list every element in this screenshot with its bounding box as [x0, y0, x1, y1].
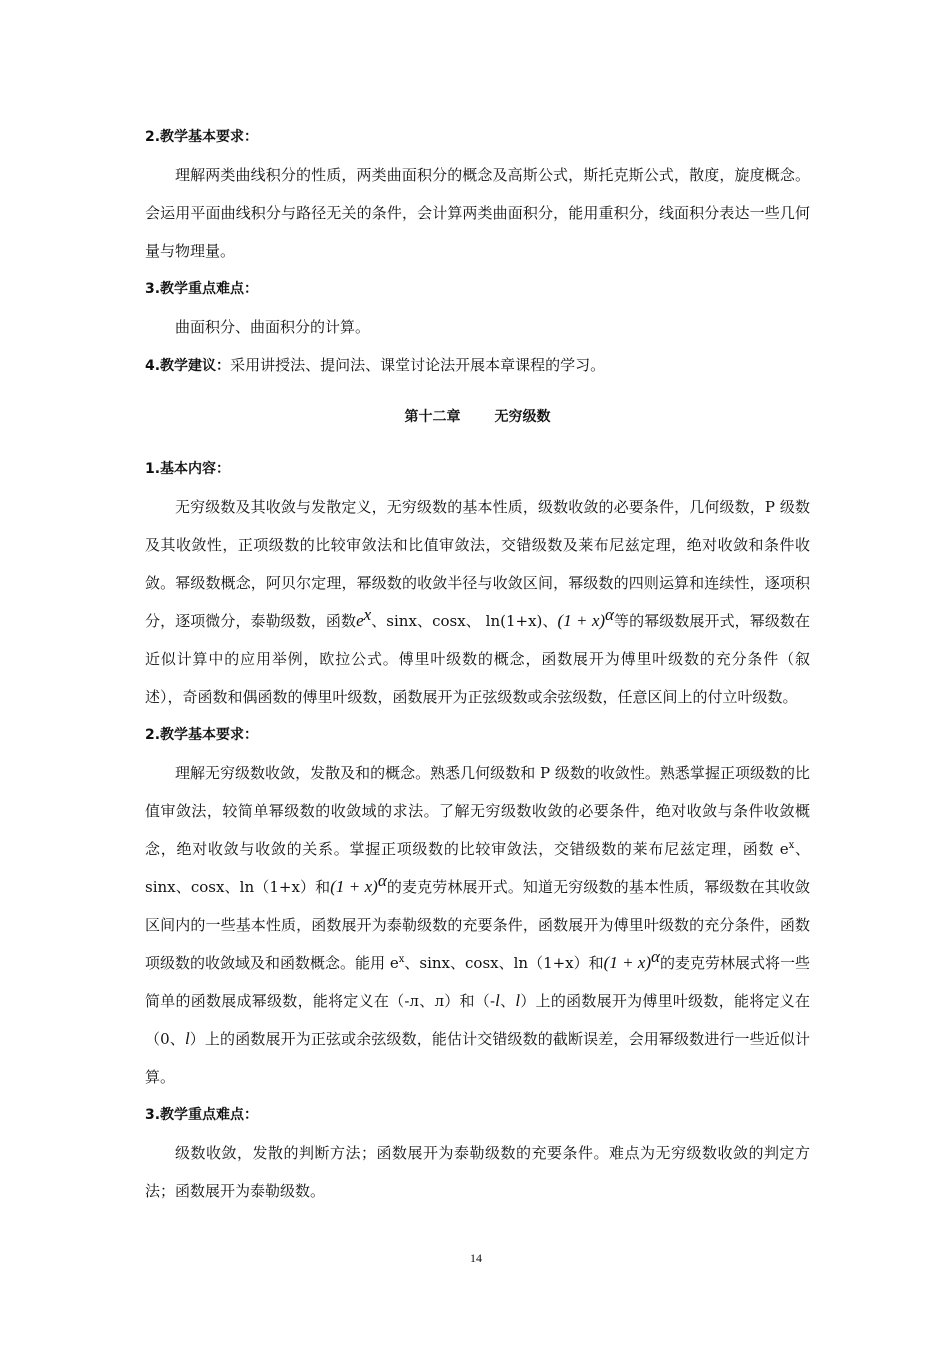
req-text-f: 、 [499, 992, 516, 1010]
section-heading-key-points-2: 3.教学重点难点： [145, 1107, 259, 1123]
page-number: 14 [470, 1251, 482, 1265]
section-heading-key-points: 3.教学重点难点： [145, 281, 259, 297]
math-l-3: l [184, 1029, 190, 1048]
math-e: e [356, 611, 364, 630]
math-one-plus-x-3: (1 + x) [603, 953, 652, 972]
chapter-number: 第十二章 [404, 409, 461, 425]
page-content [145, 118, 810, 1210]
basic-text-a: 无穷级数及其收敛与发散定义，无穷级数的基本性质，级数收敛的必要条件，几何级数，P 级数及其收敛性，正项级数的比较审敛法和比值审敛法，交错级数及莱布尼兹定理，绝对收敛和条件收敛。幂级数概念，阿贝尔定理，幂级数的收敛半径与收敛区间，幂级数的四则运算和连续性，逐项积分，逐项微分，泰勒级数，函数 [145, 498, 810, 630]
requirements-paragraph: 理解两类曲线积分的性质，两类曲面积分的概念及高斯公式，斯托克斯公式，散度，旋度概念。会运用平面曲线积分与路径无关的条件，会计算两类曲面积分，能用重积分，线面积分表达一些几何量与物理量。 [145, 166, 810, 260]
requirements-paragraph-2 [145, 754, 810, 1096]
basic-text-b: 、sinx、cosx、 ln(1+x)、 [371, 612, 558, 630]
math-alpha-exponent-2: α [377, 871, 387, 890]
req-text-c: 的麦克劳林展开式。知道无穷级数的基本性质，幂级数在其收敛区间内的一些基本性质，函数展开为泰勒级数的充要条件，函数展开为傅里叶级数的充分条件，函数项级数的收敛域及和函数概念。能用 e [145, 878, 810, 972]
chapter-title [145, 398, 810, 436]
suggestion-text: 采用讲授法、提问法、课堂讨论法开展本章课程的学习。 [230, 356, 606, 374]
req-text-g: ）上的函数展开为傅里叶级数，能将定义在（0、 [145, 992, 810, 1048]
basic-content-paragraph [145, 488, 810, 716]
req-text-d: 、sinx、cosx、ln（1+x）和 [404, 954, 604, 972]
math-l-2: l [515, 991, 521, 1010]
math-alpha-exponent: α [605, 605, 614, 624]
req-text-h: ）上的函数展开为正弦或余弦级数，能估计交错级数的截断误差，会用幂级数进行一些近似计算。 [145, 1030, 810, 1086]
req-text-a: 理解无穷级数收敛，发散及和的概念。熟悉几何级数和 P 级数的收敛性。熟悉掌握正项级数的比值审敛法，较简单幂级数的收敛域的求法。了解无穷级数收敛的必要条件，绝对收敛与条件收敛概念，绝对收敛与收敛的关系。掌握正项级数的比较审敛法，交错级数的莱布尼兹定理，函数 e [145, 764, 810, 858]
req-text-e: 的麦克劳林展式将一些简单的函数展成幂级数，能将定义在（-л、л）和（- [145, 954, 810, 1010]
math-one-plus-x-2: (1 + x) [330, 877, 378, 896]
section-heading-suggestion: 4.教学建议： [145, 358, 231, 374]
chapter-name: 无穷级数 [494, 409, 551, 425]
basic-text-c: 等的幂级数展开式，幂级数在近似计算中的应用举例，欧拉公式。傅里叶级数的概念，函数展开为傅里叶级数的充分条件（叙述），奇函数和偶函数的傅里叶级数，函数展开为正弦级数或余弦级数，任意区间上的付立叶级数。 [145, 612, 810, 706]
req-sup-x1: x [788, 840, 795, 851]
math-l-1: l [495, 991, 500, 1010]
section-heading-requirements-2: 2.教学基本要求： [145, 727, 259, 743]
section-heading-requirements: 2.教学基本要求： [145, 129, 259, 145]
math-alpha-exponent-3: α [651, 947, 660, 966]
math-e-exponent: x [363, 605, 372, 624]
suggestion-line [145, 346, 810, 384]
req-sup-x2: x [398, 954, 405, 965]
req-text-b: 、sinx、cosx、ln（1+x）和 [145, 840, 810, 896]
section-heading-basic-content: 1.基本内容： [145, 461, 231, 477]
key-points-paragraph-2: 级数收敛，发散的判断方法；函数展开为泰勒级数的充要条件。难点为无穷级数收敛的判定方法；函数展开为泰勒级数。 [145, 1144, 810, 1200]
key-points-paragraph: 曲面积分、曲面积分的计算。 [175, 318, 371, 336]
math-one-plus-x: (1 + x) [557, 611, 606, 630]
